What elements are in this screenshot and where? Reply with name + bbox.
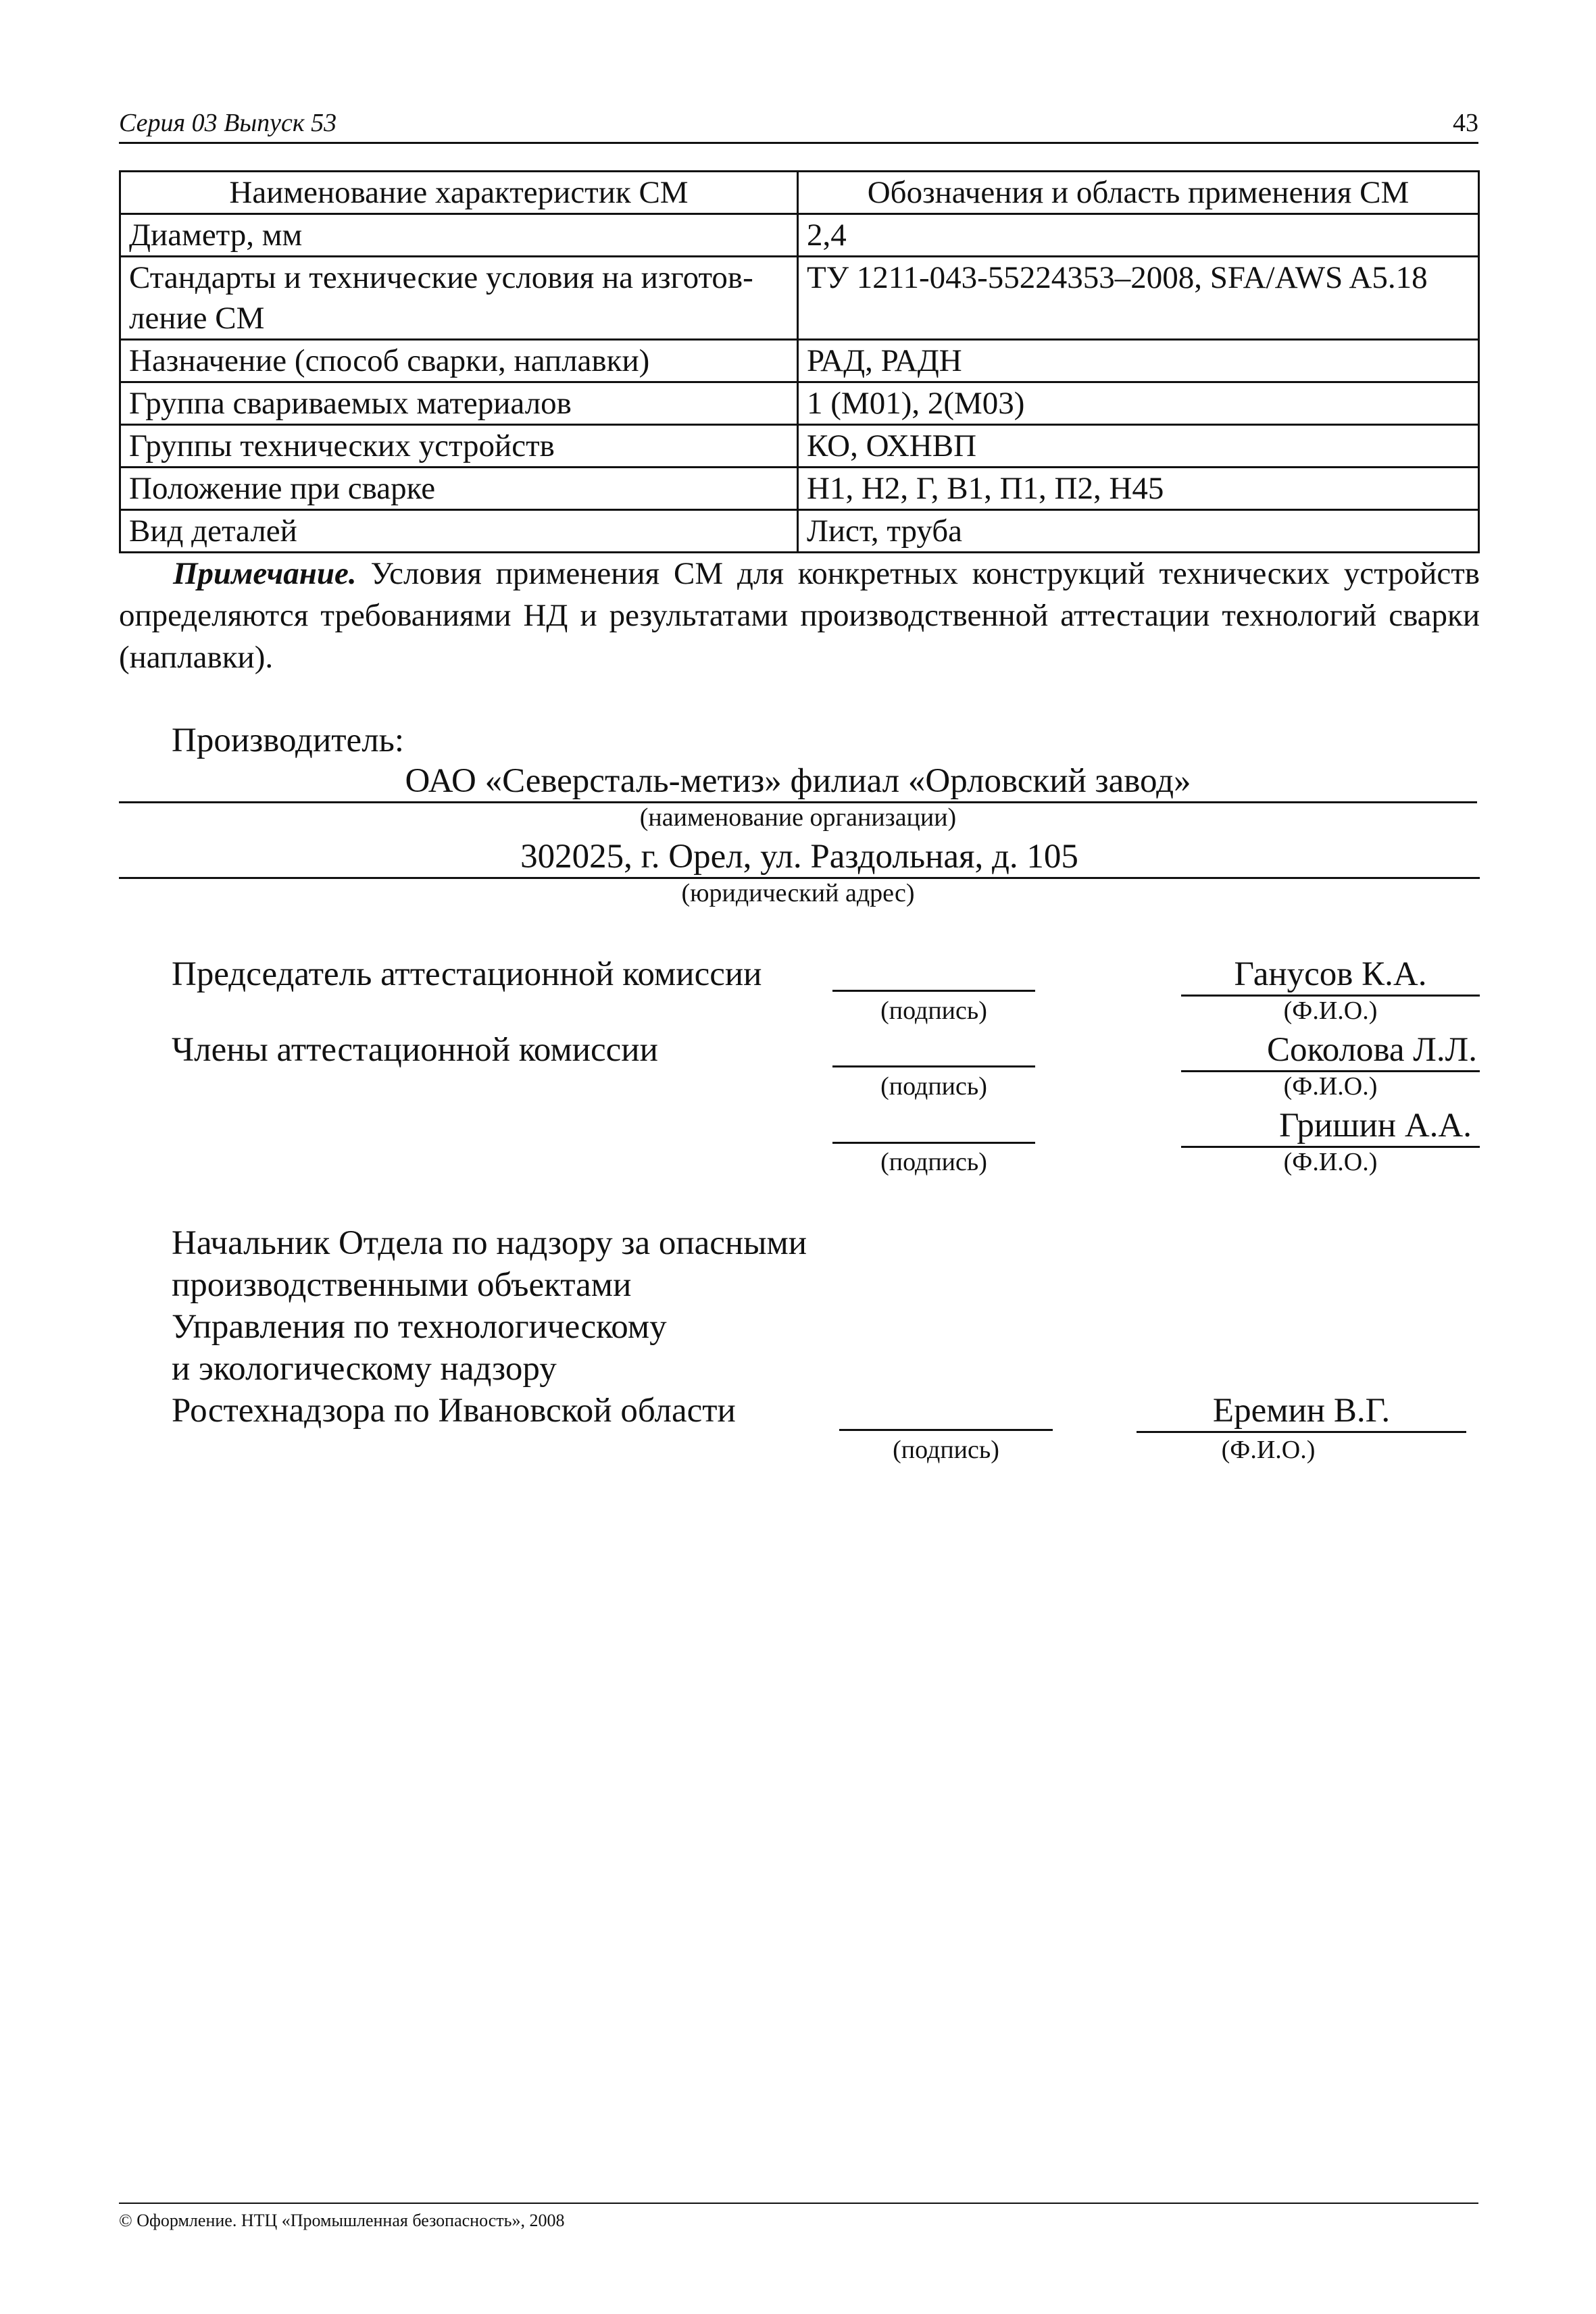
table-header-row	[120, 172, 1479, 214]
signature-caption: (подпись)	[880, 997, 987, 1025]
head-title-line: производственными объектами	[172, 1266, 632, 1304]
signature-caption: (подпись)	[880, 1148, 987, 1176]
chairman-label: Председатель аттестационной комиссии	[172, 955, 762, 993]
row-name: Положение при сварке	[120, 468, 798, 510]
row-value: 2,4	[798, 214, 1479, 257]
chairman-name: Ганусов К.А.	[1181, 954, 1480, 997]
table-row	[120, 468, 1479, 510]
table-row	[120, 382, 1479, 425]
signature-caption: (подпись)	[893, 1436, 999, 1464]
header-divider	[119, 142, 1478, 144]
head-signature-line	[839, 1429, 1053, 1431]
table-row	[120, 425, 1479, 468]
member2-name: Гришин А.А.	[1181, 1105, 1480, 1148]
note-label: Примечание.	[173, 556, 357, 591]
column-header-designations: Обозначения и область применения СМ	[798, 172, 1479, 214]
head-title-line: Ростехнадзора по Ивановской области	[172, 1392, 736, 1430]
signature-caption: (подпись)	[880, 1072, 987, 1101]
footer-divider	[119, 2203, 1478, 2204]
page-number: 43	[1453, 109, 1478, 137]
head-name: Еремин В.Г.	[1137, 1390, 1466, 1433]
column-header-characteristics: Наименование характеристик СМ	[120, 172, 798, 214]
note-paragraph	[119, 553, 1480, 678]
head-title-line: Управления по технологическому	[172, 1308, 667, 1346]
members-label: Члены аттестационной комиссии	[172, 1031, 658, 1069]
row-value: 1 (М01), 2(М03)	[798, 382, 1479, 425]
address-caption: (юридический адрес)	[681, 879, 915, 907]
row-value: Лист, труба	[798, 510, 1479, 553]
row-name: Диаметр, мм	[120, 214, 798, 257]
row-name: Вид деталей	[120, 510, 798, 553]
member2-signature-line	[832, 1142, 1035, 1144]
table-row	[120, 340, 1479, 382]
table-row	[120, 214, 1479, 257]
table-row	[120, 257, 1479, 340]
row-value: РАД, РАДН	[798, 340, 1479, 382]
head-title-line: и экологическому надзору	[172, 1350, 557, 1388]
fio-caption: (Ф.И.О.)	[1283, 997, 1378, 1025]
legal-address: 302025, г. Орел, ул. Раздольная, д. 105	[119, 836, 1480, 879]
fio-caption: (Ф.И.О.)	[1221, 1436, 1316, 1464]
chairman-signature-line	[832, 990, 1035, 992]
row-name: Группы технических устройств	[120, 425, 798, 468]
row-name: Назначение (способ сварки, наплавки)	[120, 340, 798, 382]
row-name: Стандарты и технические условия на изготов- ление СМ	[120, 257, 798, 340]
row-value: ТУ 1211-043-55224353–2008, SFA/AWS A5.18	[798, 257, 1479, 340]
characteristics-table	[119, 170, 1480, 553]
member1-signature-line	[832, 1065, 1035, 1067]
manufacturer-label: Производитель:	[172, 722, 405, 759]
member1-name: Соколова Л.Л.	[1181, 1030, 1480, 1072]
row-value: КО, ОХНВП	[798, 425, 1479, 468]
organization-caption: (наименование организации)	[639, 803, 957, 832]
organization-name: ОАО «Северсталь-метиз» филиал «Орловский завод»	[119, 761, 1477, 803]
table-row	[120, 510, 1479, 553]
row-name: Группа свариваемых материалов	[120, 382, 798, 425]
head-title-line: Начальник Отдела по надзору за опасными	[172, 1224, 807, 1262]
fio-caption: (Ф.И.О.)	[1283, 1072, 1378, 1101]
row-value: Н1, Н2, Г, В1, П1, П2, Н45	[798, 468, 1479, 510]
fio-caption: (Ф.И.О.)	[1283, 1148, 1378, 1176]
note-text: Условия применения СМ для конкретных конструкций технических устройств определяются требованиями НД и результатами производственной аттестации технологий сварки (наплавки).	[119, 556, 1480, 675]
series-title: Серия 03 Выпуск 53	[119, 109, 337, 137]
copyright-footer: © Оформление. НТЦ «Промышленная безопасность», 2008	[119, 2211, 565, 2230]
